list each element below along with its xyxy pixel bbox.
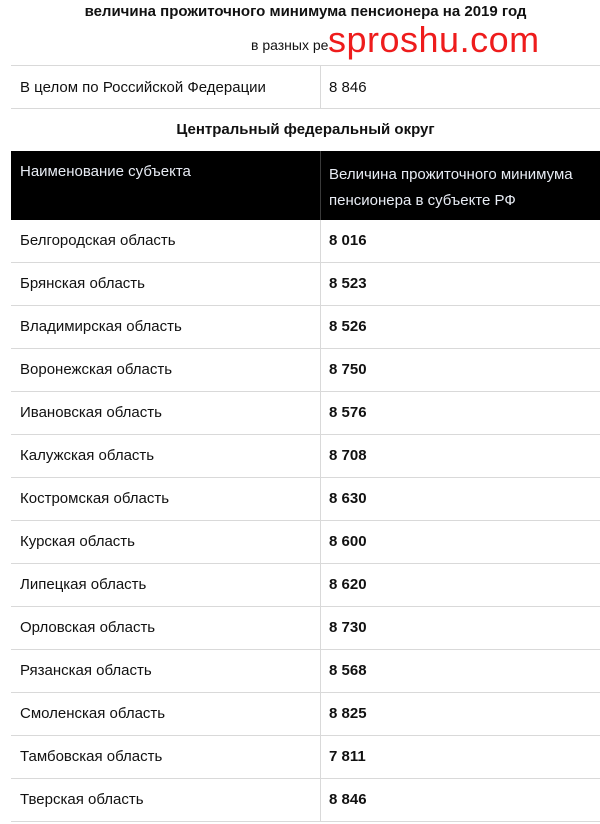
minimum-value-cell: 8 630 <box>329 490 367 507</box>
subject-name-cell: Тамбовская область <box>20 748 163 765</box>
header-subject-name: Наименование субъекта <box>20 163 191 180</box>
column-divider <box>320 478 321 520</box>
subject-name-cell: Владимирская область <box>20 318 182 335</box>
page-subtitle: в разных ре <box>251 37 329 53</box>
subject-name-cell: Белгородская область <box>20 232 176 249</box>
column-divider <box>320 607 321 649</box>
table-row <box>11 521 600 564</box>
minimum-value-cell: 8 730 <box>329 619 367 636</box>
table-row <box>11 306 600 349</box>
table-row <box>11 263 600 306</box>
column-divider <box>320 263 321 305</box>
table-row <box>11 607 600 650</box>
table-row <box>11 392 600 435</box>
subject-name-cell: Курская область <box>20 533 135 550</box>
subject-name-cell: Орловская область <box>20 619 156 636</box>
table-row <box>11 564 600 607</box>
table-row <box>11 650 600 693</box>
federation-total-row <box>11 65 600 109</box>
header-minimum-value: Величина прожиточного минимума пенсионера в субъекте РФ <box>329 166 573 209</box>
column-divider <box>320 564 321 606</box>
minimum-value-cell: 8 750 <box>329 361 367 378</box>
table-row <box>11 435 600 478</box>
subject-name-cell: Смоленская область <box>20 705 166 722</box>
subject-name-cell: Брянская область <box>20 275 145 292</box>
column-divider <box>320 306 321 348</box>
page-title: величина прожиточного минимума пенсионера на 2019 год <box>84 3 527 20</box>
minimum-value-cell: 8 600 <box>329 533 367 550</box>
federation-label: В целом по Российской Федерации <box>20 79 266 96</box>
header-column-divider <box>320 151 321 220</box>
subject-name-cell: Тверская область <box>20 791 144 808</box>
subject-name-cell: Липецкая область <box>20 576 147 593</box>
table-row <box>11 220 600 263</box>
minimum-value-cell: 8 576 <box>329 404 367 421</box>
column-divider <box>320 392 321 434</box>
watermark: sproshu.com <box>328 19 540 60</box>
table-header <box>11 151 600 220</box>
column-divider <box>320 650 321 692</box>
column-divider <box>320 736 321 778</box>
column-divider <box>320 349 321 391</box>
table-row <box>11 478 600 521</box>
column-divider <box>320 66 321 108</box>
column-divider <box>320 521 321 563</box>
subject-name-cell: Рязанская область <box>20 662 152 679</box>
minimum-value-cell: 8 523 <box>329 275 367 292</box>
district-heading: Центральный федеральный округ <box>11 109 600 151</box>
column-divider <box>320 435 321 477</box>
subject-name-cell: Костромская область <box>20 490 170 507</box>
subject-name-cell: Ивановская область <box>20 404 162 421</box>
minimum-value-cell: 8 016 <box>329 232 367 249</box>
table-row <box>11 349 600 392</box>
subject-name-cell: Калужская область <box>20 447 155 464</box>
subject-name-cell: Воронежская область <box>20 361 173 378</box>
minimum-value-cell: 8 708 <box>329 447 367 464</box>
minimum-value-cell: 8 526 <box>329 318 367 335</box>
column-divider <box>320 779 321 821</box>
federation-value: 8 846 <box>329 79 367 96</box>
column-divider <box>320 693 321 735</box>
table-row <box>11 693 600 736</box>
table-row <box>11 736 600 779</box>
minimum-value-cell: 8 620 <box>329 576 367 593</box>
minimum-value-cell: 8 825 <box>329 705 367 722</box>
column-divider <box>320 220 321 262</box>
minimum-value-cell: 7 811 <box>329 748 366 765</box>
table-row <box>11 779 600 822</box>
minimum-value-cell: 8 846 <box>329 791 367 808</box>
minimum-value-cell: 8 568 <box>329 662 367 679</box>
